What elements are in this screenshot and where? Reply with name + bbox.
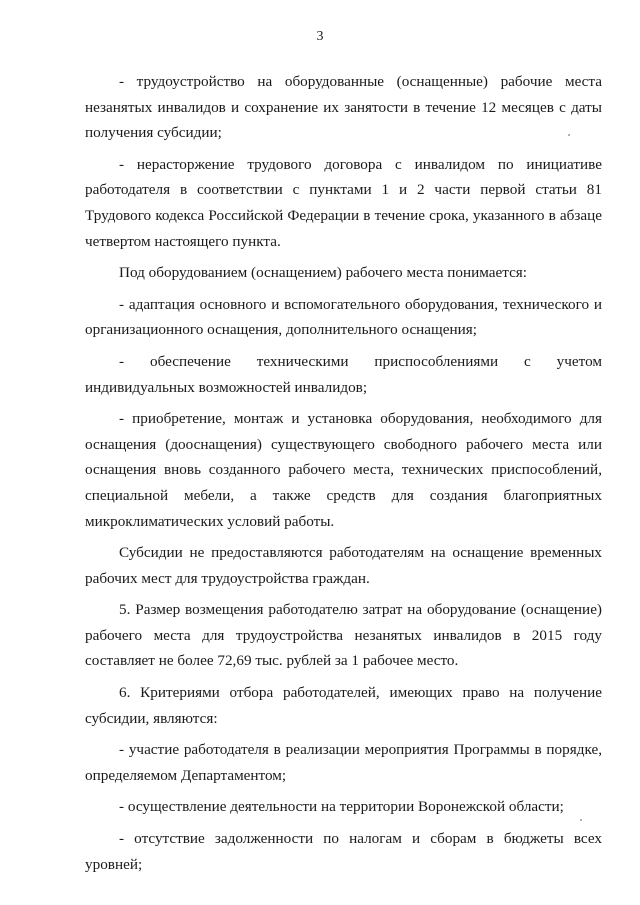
paragraph-equipment-adaptation: - адаптация основного и вспомогательного оборудования, технического и организационного оснащения, дополнительного оснащения; <box>85 295 602 339</box>
paragraph-employment-condition: - трудоустройство на оборудованные (оснащенные) рабочие места незанятых инвалидов и сохранение их занятости в течение 12 месяцев с даты получения субсидии; <box>85 73 602 142</box>
paragraph-item-5-amount: 5. Размер возмещения работодателю затрат на оборудование (оснащение) рабочего места для трудоустройства незанятых инвалидов в 2015 году составляет не более 72,69 тыс. рублей за 1 рабочее место. <box>85 601 602 670</box>
paragraph-equipment-definition: Под оборудованием (оснащением) рабочего места понимается: <box>119 264 528 282</box>
paragraph-temporary-jobs: Субсидии не предоставляются работодателям на оснащение временных рабочих мест для трудоустройства граждан. <box>85 544 602 587</box>
page-number: 3 <box>316 29 324 44</box>
paragraph-technical-devices: - обеспечение техническими приспособлениями с учетом индивидуальных возможностей инвалидов; <box>85 352 602 396</box>
paragraph-criterion-no-debt: - отсутствие задолженности по налогам и сборам в бюджеты всех уровней; <box>85 830 602 873</box>
paragraph-equipment-purchase: - приобретение, монтаж и установка оборудования, необходимого для оснащения (дооснащения) существующего свободного рабочего места или оснащения вновь созданного рабочего места, технических приспособлений, специальной мебели, а также средств для создания благоприятных микроклиматических условий работы. <box>85 410 602 530</box>
paragraph-criterion-territory: - осуществление деятельности на территории Воронежской области; <box>119 798 564 816</box>
paragraph-contract-condition: - нерасторжение трудового договора с инвалидом по инициативе работодателя в соответствии с пунктами 1 и 2 части первой статьи 81 Трудового кодекса Российской Федерации в течение срока, указанного в абзаце четвертом настоящего пункта. <box>85 155 602 250</box>
paragraph-item-6-criteria: 6. Критериями отбора работодателей, имеющих право на получение субсидии, являются: <box>85 684 602 727</box>
document-body <box>85 69 602 883</box>
paragraph-criterion-participation: - участие работодателя в реализации мероприятия Программы в порядке, определяемом Департаментом; <box>85 741 602 784</box>
scan-speck <box>580 819 582 821</box>
scan-speck <box>568 134 570 136</box>
